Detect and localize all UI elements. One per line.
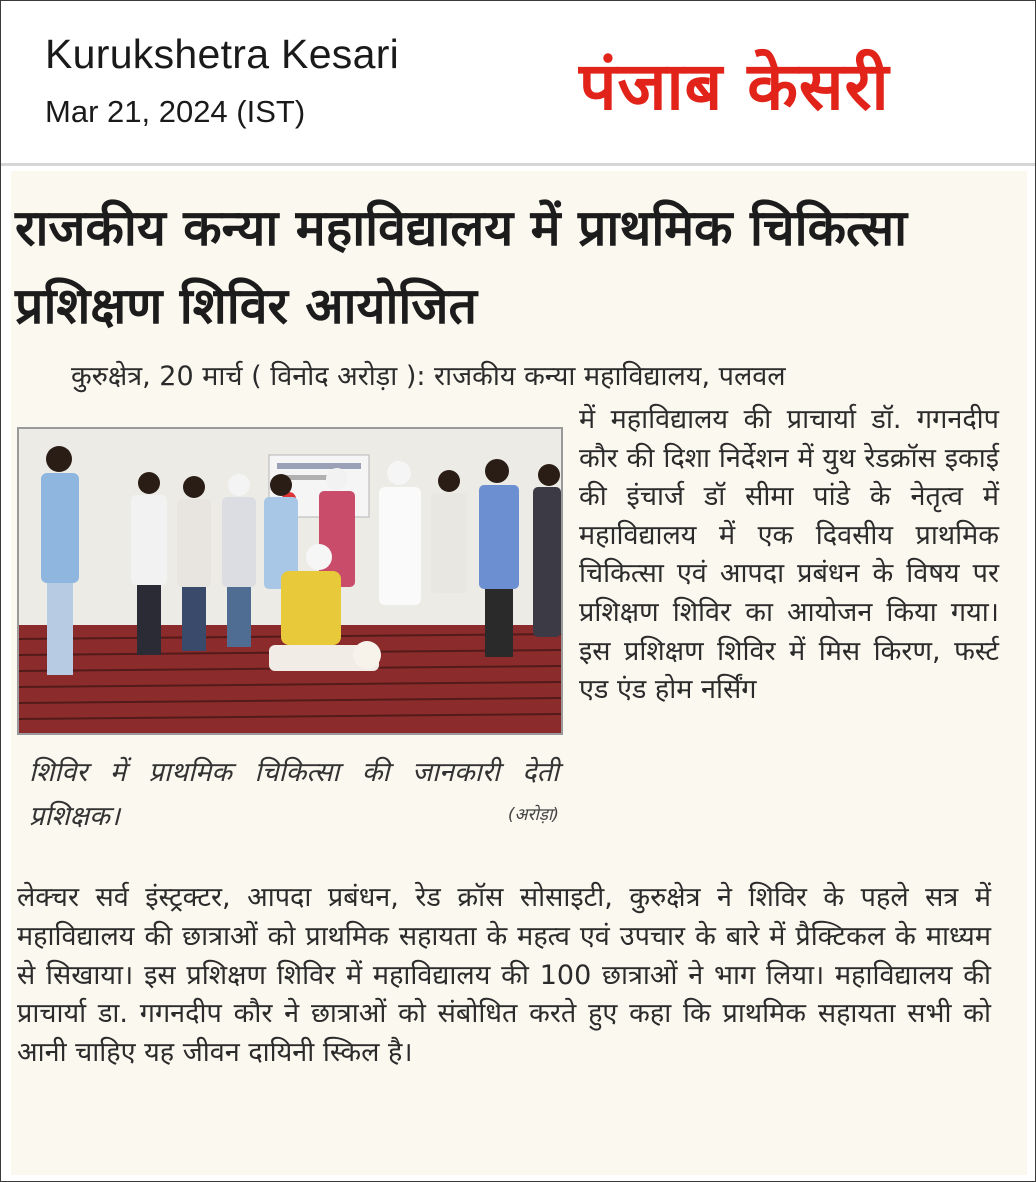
training-photo-illustration bbox=[19, 429, 561, 733]
photo-caption bbox=[29, 751, 559, 839]
article-dateline: कुरुक्षेत्र, 20 मार्च ( विनोद अरोड़ा ): राजकीय कन्या महाविद्यालय, पलवल bbox=[71, 361, 786, 392]
caption-text: शिविर में प्राथमिक चिकित्सा की जानकारी देती प्रशिक्षक। bbox=[29, 757, 559, 832]
article-full-paragraph: लेक्चर सर्व इंस्ट्रक्टर, आपदा प्रबंधन, रेड क्रॉस सोसाइटी, कुरुक्षेत्र ने शिविर के पहले सत्र में महाविद्यालय की छात्राओं को प्राथमिक सहायता के महत्व एवं उपचार के बारे में प्रैक्टिकल के माध्यम से सिखाया। इस प्रशिक्षण शिविर में महाविद्यालय की 100 छात्राओं ने भाग लिया। महाविद्यालय की प्राचार्या डा. गगनदीप कौर ने छात्राओं को संबोधित करते हुए कहा कि प्राथमिक सहायता सभी को आनी चाहिए यह जीवन दायिनी स्किल है। bbox=[17, 882, 991, 1069]
photo-credit: (अरोड़ा) bbox=[507, 805, 559, 825]
edition-name: Kurukshetra Kesari bbox=[45, 31, 400, 77]
article-column-text bbox=[579, 401, 999, 710]
article-headline: राजकीय कन्या महाविद्यालय में प्राथमिक चिकित्सा प्रशिक्षण शिविर आयोजित bbox=[15, 199, 908, 335]
article-photo bbox=[17, 427, 563, 735]
publication-date: Mar 21, 2024 (IST) bbox=[45, 94, 306, 129]
newspaper-clipping bbox=[11, 171, 1027, 1175]
newspaper-masthead-logo: पंजाब केसरी bbox=[579, 48, 890, 125]
clipping-header bbox=[1, 1, 1035, 166]
article-full-width-text bbox=[17, 879, 991, 1073]
article-column-paragraph: में महाविद्यालय की प्राचार्या डॉ. गगनदीप कौर की दिशा निर्देशन में युथ रेडक्रॉस इकाई की इंचार्ज डॉ सीमा पांडे के नेतृत्व में महाविद्यालय में एक दिवसीय प्राथमिक चिकित्सा एवं आपदा प्रबंधन के विषय पर प्रशिक्षण शिविर का आयोजन किया गया। इस प्रशिक्षण शिविर में मिस किरण, फर्स्ट एड एंड होम नर्सिंग bbox=[579, 404, 999, 706]
